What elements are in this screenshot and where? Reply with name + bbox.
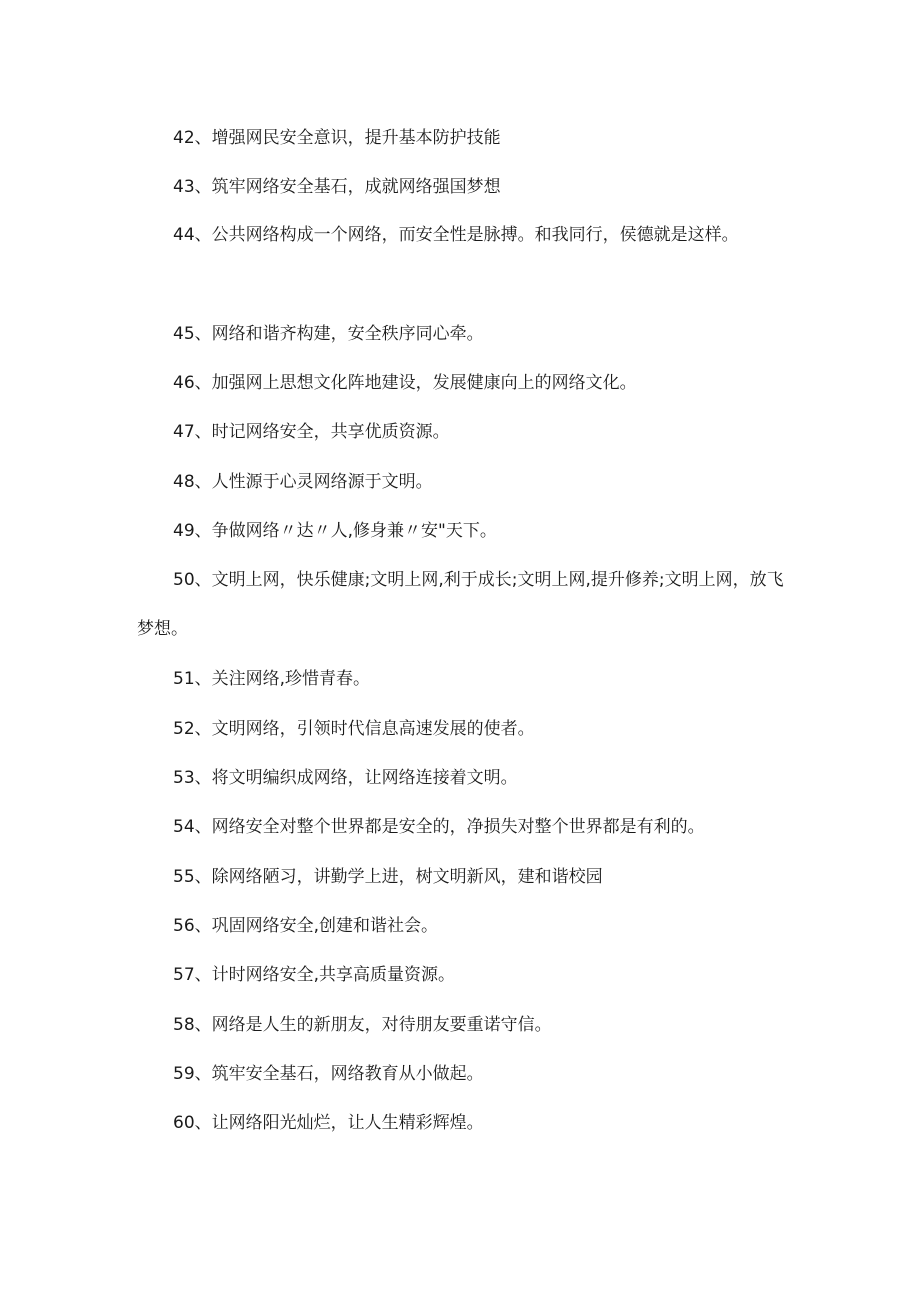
slogan-47: 47、时记网络安全，共享优质资源。 [173,422,450,442]
slogan-53: 53、将文明编织成网络，让网络连接着文明。 [173,768,518,788]
slogan-49: 49、争做网络〃达〃人,修身兼〃安"天下。 [173,521,497,541]
slogan-46: 46、加强网上思想文化阵地建设，发展健康向上的网络文化。 [173,373,637,393]
slogan-48: 48、人性源于心灵网络源于文明。 [173,472,433,492]
slogan-42: 42、增强网民安全意识，提升基本防护技能 [173,128,501,148]
slogan-56: 56、巩固网络安全,创建和谐社会。 [173,916,439,936]
slogan-50: 50、文明上网，快乐健康;文明上网,利于成长;文明上网,提升修养;文明上网，放飞梦想。 [137,570,784,639]
slogan-54: 54、网络安全对整个世界都是安全的，净损失对整个世界都是有利的。 [173,817,705,837]
slogan-60: 60、让网络阳光灿烂，让人生精彩辉煌。 [173,1113,484,1133]
slogan-51: 51、关注网络,珍惜青春。 [173,669,371,689]
slogan-59: 59、筑牢安全基石，网络教育从小做起。 [173,1064,484,1084]
slogan-55: 55、除网络陋习，讲勤学上进，树文明新风，建和谐校园 [173,867,603,887]
slogan-44: 44、公共网络构成一个网络，而安全性是脉搏。和我同行，侯德就是这样。 [173,225,739,245]
slogan-43: 43、筑牢网络安全基石，成就网络强国梦想 [173,177,501,197]
slogan-52: 52、文明网络，引领时代信息高速发展的使者。 [173,719,535,739]
slogan-58: 58、网络是人生的新朋友，对待朋友要重诺守信。 [173,1015,552,1035]
slogan-57: 57、计时网络安全,共享高质量资源。 [173,965,456,985]
slogan-45: 45、网络和谐齐构建，安全秩序同心牵。 [173,324,484,344]
